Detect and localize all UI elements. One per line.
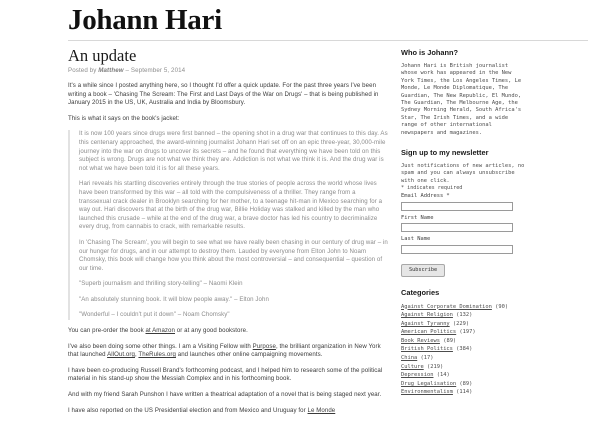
- preorder-text-after: or at any good bookstore.: [175, 327, 248, 335]
- post-paragraph-sarah-punshon: And with my friend Sarah Punshon I have written a theatrical adaptation of a novel that is being staged next year.: [68, 391, 382, 399]
- list-item: [401, 363, 526, 372]
- widget-newsletter-title: Sign up to my newsletter: [401, 148, 489, 158]
- post-meta-prefix: Posted by: [68, 67, 99, 74]
- categories-list: [401, 303, 526, 398]
- widget-categories: [401, 288, 526, 398]
- first-name-field[interactable]: [401, 223, 513, 232]
- lemonde-text-before: I have also reported on the US Presidential election and from Mexico and Uruguay for: [68, 406, 308, 414]
- email-field-label: Email Address *: [401, 193, 450, 200]
- jacket-paragraph: It is now 100 years since drugs were first banned – the opening shot in a drug war that continues to this day. As this centenary approached, the award-winning journalist Johann Hari set off on an epic three-year, 30,000-mile journey into the war on drugs to uncover its secrets – and he found that everything we have been told on this subject is wrong. Drugs are not what we think they are. Addiction is not what we think it is. And the drug war is not what we have been told it is for all these years.: [79, 130, 388, 172]
- category-count: (89): [439, 337, 457, 344]
- category-link[interactable]: China: [401, 355, 418, 362]
- post-paragraph-jacket-lead: This is what it says on the book's jacket:: [68, 114, 180, 122]
- category-count: (132): [452, 312, 473, 319]
- post-date: – September 5, 2014: [123, 67, 186, 74]
- widget-about-title: Who is Johann?: [401, 48, 459, 57]
- therules-link[interactable]: TheRules.org: [138, 351, 176, 359]
- category-count: (17): [417, 355, 434, 362]
- category-link[interactable]: Depression: [401, 372, 434, 379]
- purpose-text-2: , the brilliant organization in New York that launched: [68, 342, 381, 359]
- jacket-paragraph: Hari reveals his startling discoveries entirely through the true stories of people across the world whose lives have been transformed by this war – all told with the compulsiveness of a thriller. They range from a transsexual crack dealer in Brooklyn searching for her mother, to a teenage hit-man in Mexico searching for a way out. Hari discovers that at the birth of the drug war, Billie Holiday was stalked and killed by the man who launched this crusade – while at the end of the drug war, a brave doctor has led his country to decriminalize every drug, from cannabis to crack, with remarkable results.: [79, 180, 383, 231]
- category-link[interactable]: American Politics: [401, 329, 457, 336]
- category-link[interactable]: Culture: [401, 363, 424, 370]
- email-field[interactable]: [401, 202, 513, 211]
- post-body: [68, 82, 388, 415]
- sidebar: [401, 47, 526, 408]
- site-header: [0, 0, 600, 38]
- category-count: (229): [449, 320, 470, 327]
- list-item: [401, 328, 526, 337]
- post-author[interactable]: Matthew: [98, 67, 124, 74]
- list-item: [401, 388, 526, 397]
- category-link[interactable]: Against Tyranny: [401, 320, 450, 327]
- last-name-field-label: Last Name: [401, 236, 431, 243]
- category-count: (89): [456, 380, 473, 387]
- site-title[interactable]: Johann Hari: [68, 4, 222, 36]
- post-meta: [68, 67, 388, 75]
- category-link[interactable]: Book Reviews: [401, 337, 440, 344]
- category-link[interactable]: Against Religion: [401, 312, 453, 319]
- list-item: [401, 320, 526, 329]
- category-count: (384): [452, 346, 473, 353]
- jacket-blurb-naomi-klein: "Superb journalism and thrilling story-telling" – Naomi Klein: [79, 280, 243, 288]
- last-name-field[interactable]: [401, 245, 513, 254]
- category-link[interactable]: Environmentalism: [401, 389, 453, 396]
- jacket-paragraph: In 'Chasing The Scream', you will begin to see what we have really been chasing in our century of drug war – in our hunger for drugs, and in our attempt to destroy them. Lauded by everyone from Elton John to Noam Chomsky, this book will change how you think about the most controversial – and consequential – question of our time.: [79, 238, 388, 272]
- category-count: (14): [433, 372, 450, 379]
- subscribe-button[interactable]: Subscribe: [401, 264, 445, 277]
- main-content-column: [68, 47, 388, 422]
- list-item: [401, 371, 526, 380]
- category-count: (90): [491, 303, 509, 310]
- list-item: [401, 345, 526, 354]
- purpose-text-1: I've also been doing some other things. I am a Visiting Fellow with: [68, 342, 253, 350]
- purpose-link[interactable]: Purpose: [252, 342, 276, 350]
- jacket-blurb-noam-chomsky: "Wonderful – I couldn't put it down" – Noam Chomsky": [79, 311, 230, 319]
- category-count: (197): [456, 329, 476, 336]
- purpose-text-3: ,: [134, 351, 139, 359]
- list-item: [401, 380, 526, 389]
- jacket-blurb-elton-john: "An absolutely stunning book. It will blow people away." – Elton John: [79, 295, 269, 303]
- widget-newsletter-body: Just notifications of new articles, no spam and you can always unsubscribe with one click.: [401, 163, 525, 184]
- post-title[interactable]: An update: [68, 46, 137, 65]
- post-paragraph-intro: It's a while since I posted anything here, so I thought I'd offer a quick update. For the past three years I've been writing a book – 'Chasing The Scream: The First and Last Days of the War on Drugs' – that is being published in January 2015 in the US, UK, Australia and India by Bloomsbury.: [68, 82, 379, 107]
- list-item: [401, 303, 526, 312]
- category-count: (114): [452, 389, 473, 396]
- widget-about: [401, 48, 526, 137]
- required-fields-note: * indicates required: [401, 185, 463, 192]
- preorder-text-before: You can pre-order the book: [68, 327, 146, 335]
- category-count: (219): [423, 363, 444, 370]
- category-link[interactable]: Against Corporate Domination: [401, 303, 492, 310]
- content-wrapper: [0, 41, 600, 422]
- purpose-text-4: and launches other online campaigning movements.: [175, 351, 323, 359]
- lemonde-link[interactable]: Le Monde: [307, 406, 336, 414]
- list-item: [401, 354, 526, 363]
- post-paragraph-russell-brand: I have been co-producing Russell Brand's forthcoming podcast, and I helped him to research some of the political material in his stand-up show the Messiah Complex and in his forthcoming book.: [68, 366, 383, 383]
- post-paragraph-preorder: [68, 327, 388, 336]
- list-item: [401, 337, 526, 346]
- list-item: [401, 311, 526, 320]
- amazon-link[interactable]: at Amazon: [145, 327, 175, 335]
- widget-categories-title: Categories: [401, 287, 440, 297]
- category-link[interactable]: Drug Legalisation: [401, 380, 457, 387]
- first-name-field-label: First Name: [401, 214, 434, 221]
- widget-newsletter: [401, 148, 526, 276]
- post-paragraph-purpose: [68, 343, 388, 360]
- widget-about-body: Johann Hari is British journalist whose work has appeared in the New York Times, the Los Angeles Times, Le Monde, Le Monde Diplomatique, The Guardian, The New Republic, El Mundo, The Guardian, The Melbourne Age, the Sydney Morning Herald, South Africa's Star, The Irish Times, and a wide range of other international newspapers and magazines.: [401, 63, 522, 136]
- allout-link[interactable]: AllOut.org: [107, 351, 135, 359]
- book-jacket-blockquote: [68, 130, 388, 320]
- post-paragraph-lemonde: [68, 407, 388, 416]
- category-link[interactable]: British Politics: [401, 346, 453, 353]
